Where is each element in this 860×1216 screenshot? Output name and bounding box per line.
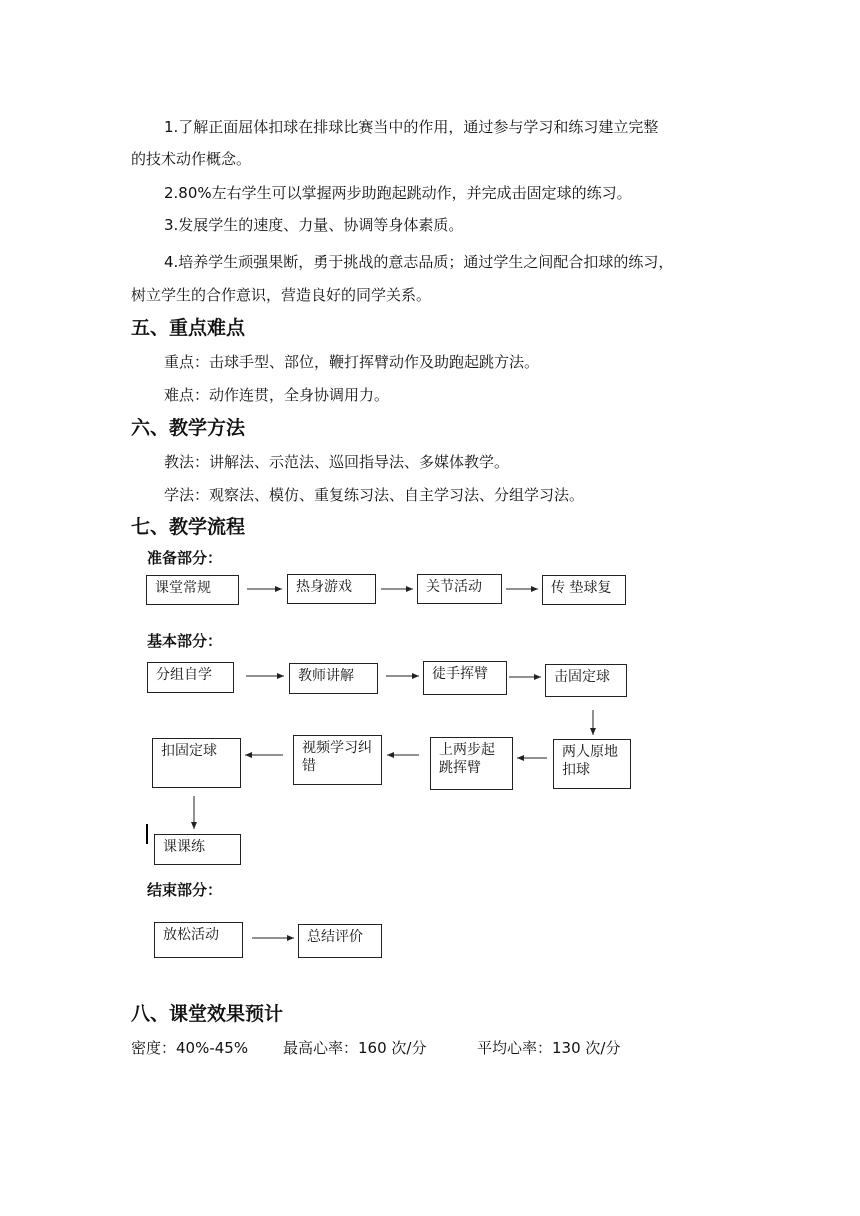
section-7-heading: 七、教学流程	[131, 516, 246, 538]
section-5-heading: 五、重点难点	[131, 317, 246, 339]
flow-box-pair-spike: 两人原地扣球	[553, 739, 631, 789]
section-8-heading: 八、课堂效果预计	[131, 1003, 284, 1025]
flow-box-fitness-practice: 课课练	[154, 834, 241, 865]
max-heart-rate-text: 最高心率：160 次/分	[283, 1039, 427, 1057]
key-point-text: 重点：击球手型、部位，鞭打挥臂动作及助跑起跳方法。	[164, 353, 540, 371]
flow-box-relax: 放松活动	[154, 922, 243, 958]
flow-box-arm-swing: 徒手挥臂	[423, 661, 507, 695]
flow-box-two-step-jump: 上两步起跳挥臂	[430, 737, 513, 790]
teaching-methods-text: 教法：讲解法、示范法、巡回指导法、多媒体教学。	[164, 453, 510, 471]
objective-2: 2.80%左右学生可以掌握两步助跑起跳动作，并完成击固定球的练习。	[164, 184, 632, 202]
basic-part-label: 基本部分：	[147, 632, 223, 650]
avg-heart-rate-text: 平均心率：130 次/分	[477, 1039, 621, 1057]
flow-box-teacher-explain: 教师讲解	[289, 663, 378, 694]
difficulty-text: 难点：动作连贯，全身协调用力。	[164, 386, 390, 404]
flow-box-pass-review: 传 垫球复	[542, 575, 626, 605]
flow-box-spike-fixed-ball: 扣固定球	[152, 738, 241, 788]
flow-box-group-self-study: 分组自学	[147, 662, 234, 693]
end-part-label: 结束部分：	[147, 881, 223, 899]
flow-box-hit-fixed-ball: 击固定球	[545, 664, 627, 697]
prep-part-label: 准备部分：	[147, 549, 223, 567]
learning-methods-text: 学法：观察法、模仿、重复练习法、自主学习法、分组学习法。	[164, 486, 585, 504]
density-text: 密度：40%-45%	[131, 1039, 249, 1057]
objective-1-line-1: 1.了解正面屈体扣球在排球比赛当中的作用，通过参与学习和练习建立完整	[164, 118, 659, 136]
objective-4-line-2: 树立学生的合作意识，营造良好的同学关系。	[131, 286, 432, 304]
flow-box-warmup-game: 热身游戏	[287, 574, 376, 604]
flow-box-video-correction: 视频学习纠错	[293, 735, 382, 785]
objective-4-line-1: 4.培养学生顽强果断，勇于挑战的意志品质；通过学生之间配合扣球的练习，	[164, 253, 674, 271]
objective-3: 3.发展学生的速度、力量、协调等身体素质。	[164, 216, 464, 234]
flow-box-summary: 总结评价	[298, 924, 382, 958]
objective-1-line-2: 的技术动作概念。	[131, 150, 252, 168]
flow-box-joint-activity: 关节活动	[417, 574, 502, 604]
flow-box-class-routine: 课堂常规	[146, 575, 239, 605]
section-6-heading: 六、教学方法	[131, 417, 246, 439]
